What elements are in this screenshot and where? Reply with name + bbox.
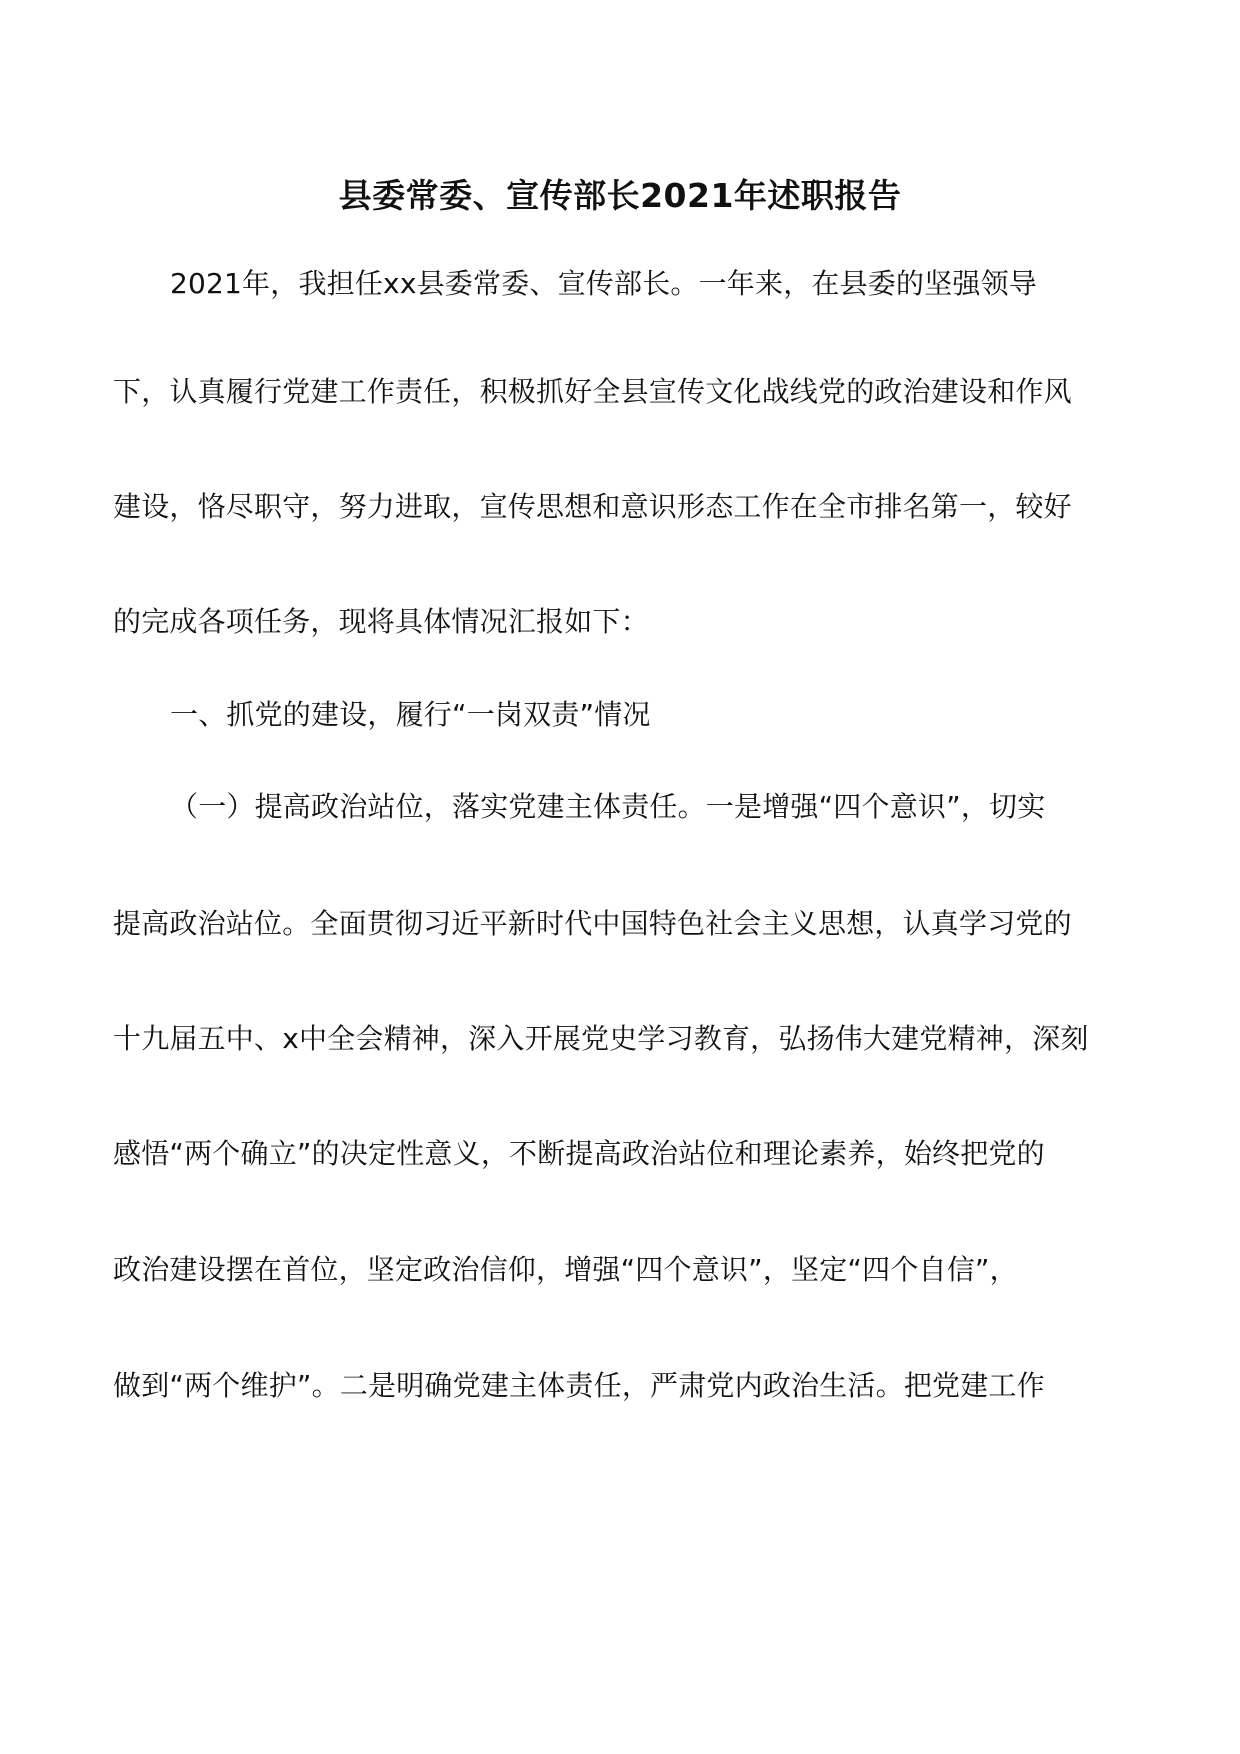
paragraph-line-6: 提高政治站位。全面贯彻习近平新时代中国特色社会主义思想，认真学习党的 <box>113 907 1072 940</box>
paragraph-line-3: 建设，恪尽职守，努力进取，宣传思想和意识形态工作在全市排名第一，较好 <box>113 490 1072 523</box>
paragraph-line-4: 的完成各项任务，现将具体情况汇报如下： <box>113 605 649 638</box>
paragraph-line-9: 政治建设摆在首位，坚定政治信仰，增强“四个意识”，坚定“四个自信”， <box>113 1253 1018 1286</box>
paragraph-line-2: 下，认真履行党建工作责任，积极抓好全县宣传文化战线党的政治建设和作风 <box>113 375 1072 408</box>
paragraph-line-10: 做到“两个维护”。二是明确党建主体责任，严肃党内政治生活。把党建工作 <box>113 1369 1045 1402</box>
paragraph-line-8: 感悟“两个确立”的决定性意义，不断提高政治站位和理论素养，始终把党的 <box>113 1137 1045 1170</box>
paragraph-line-7: 十九届五中、x中全会精神，深入开展党史学习教育，弘扬伟大建党精神，深刻 <box>113 1022 1089 1055</box>
paragraph-line-1: 2021年，我担任xx县委常委、宣传部长。一年来，在县委的坚强领导 <box>170 267 1038 300</box>
document-title: 县委常委、宣传部长2021年述职报告 <box>338 176 902 215</box>
paragraph-line-5: （一）提高政治站位，落实党建主体责任。一是增强“四个意识”，切实 <box>170 790 1046 823</box>
section-heading-1: 一、抓党的建设，履行“一岗双责”情况 <box>170 698 651 731</box>
